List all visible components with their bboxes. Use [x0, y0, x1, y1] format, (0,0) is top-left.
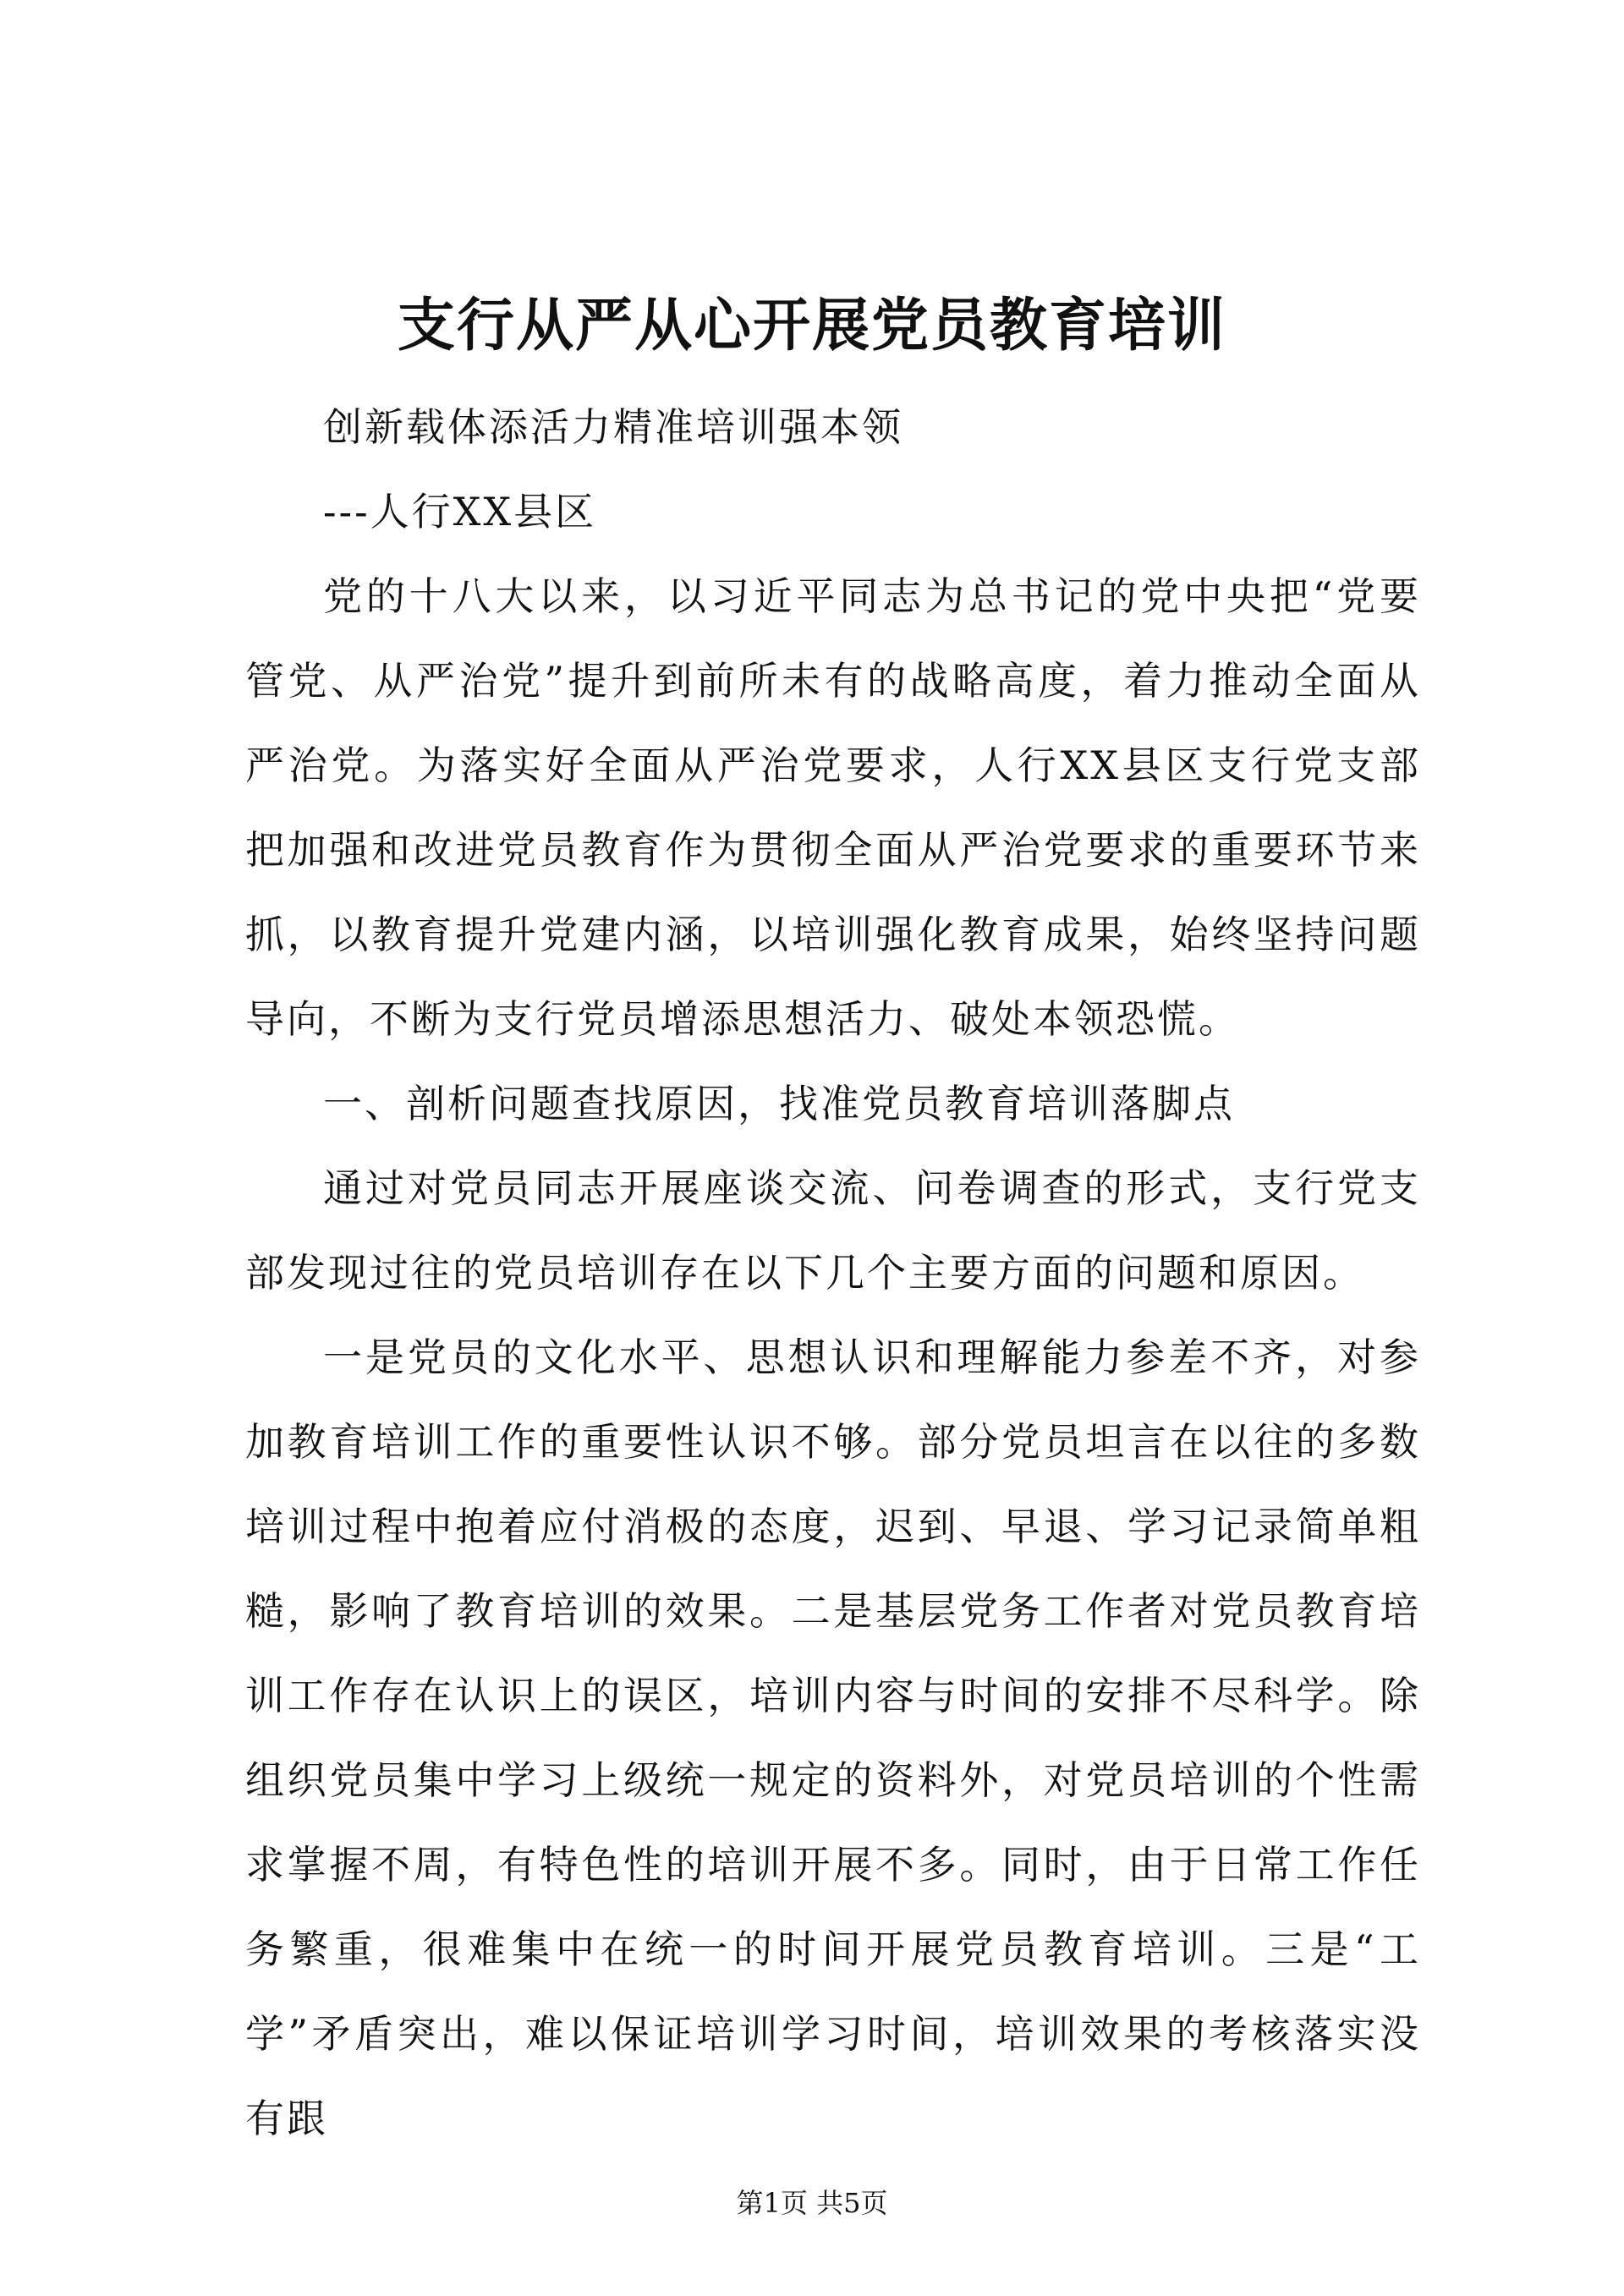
body-paragraph: 党的十八大以来，以习近平同志为总书记的党中央把“党要管党、从严治党”提升到前所未有的战略高度，着力推动全面从严治党。为落实好全面从严治党要求，人行XX县区支行党支部把加强和改进党员教育作为贯彻全面从严治党要求的重要环节来抓，以教育提升党建内涵，以培训强化教育成果，始终坚持问题导向，不断为支行党员增添思想活力、破处本领恐慌。 [245, 573, 1421, 1042]
author-line: ---人行XX县区 [323, 489, 597, 534]
body-paragraph: 通过对党员同志开展座谈交流、问卷调查的形式，支行党支部发现过往的党员培训存在以下几个主要方面的问题和原因。 [245, 1165, 1421, 1296]
section-heading: 一、剖析问题查找原因，找准党员教育培训落脚点 [323, 1081, 1235, 1126]
document-title: 支行从严从心开展党员教育培训 [397, 292, 1226, 359]
subtitle-paragraph: 创新载体添活力精准培训强本领 [323, 404, 903, 450]
body-paragraph: 一是党员的文化水平、思想认识和理解能力参差不齐，对参加教育培训工作的重要性认识不够。部分党员坦言在以往的多数培训过程中抱着应付消极的态度，迟到、早退、学习记录简单粗糙，影响了教育培训的效果。二是基层党务工作者对党员教育培训工作存在认识上的误区，培训内容与时间的安排不尽科学。除组织党员集中学习上级统一规定的资料外，对党员培训的个性需求掌握不周，有特色性的培训开展不多。同时，由于日常工作任务繁重，很难集中在统一的时间开展党员教育培训。三是“工学”矛盾突出，难以保证培训学习时间，培训效果的考核落实没有跟 [245, 1334, 1421, 2141]
page-footer: 第1页 共5页 [736, 2187, 888, 2219]
document-body [245, 385, 1421, 2161]
